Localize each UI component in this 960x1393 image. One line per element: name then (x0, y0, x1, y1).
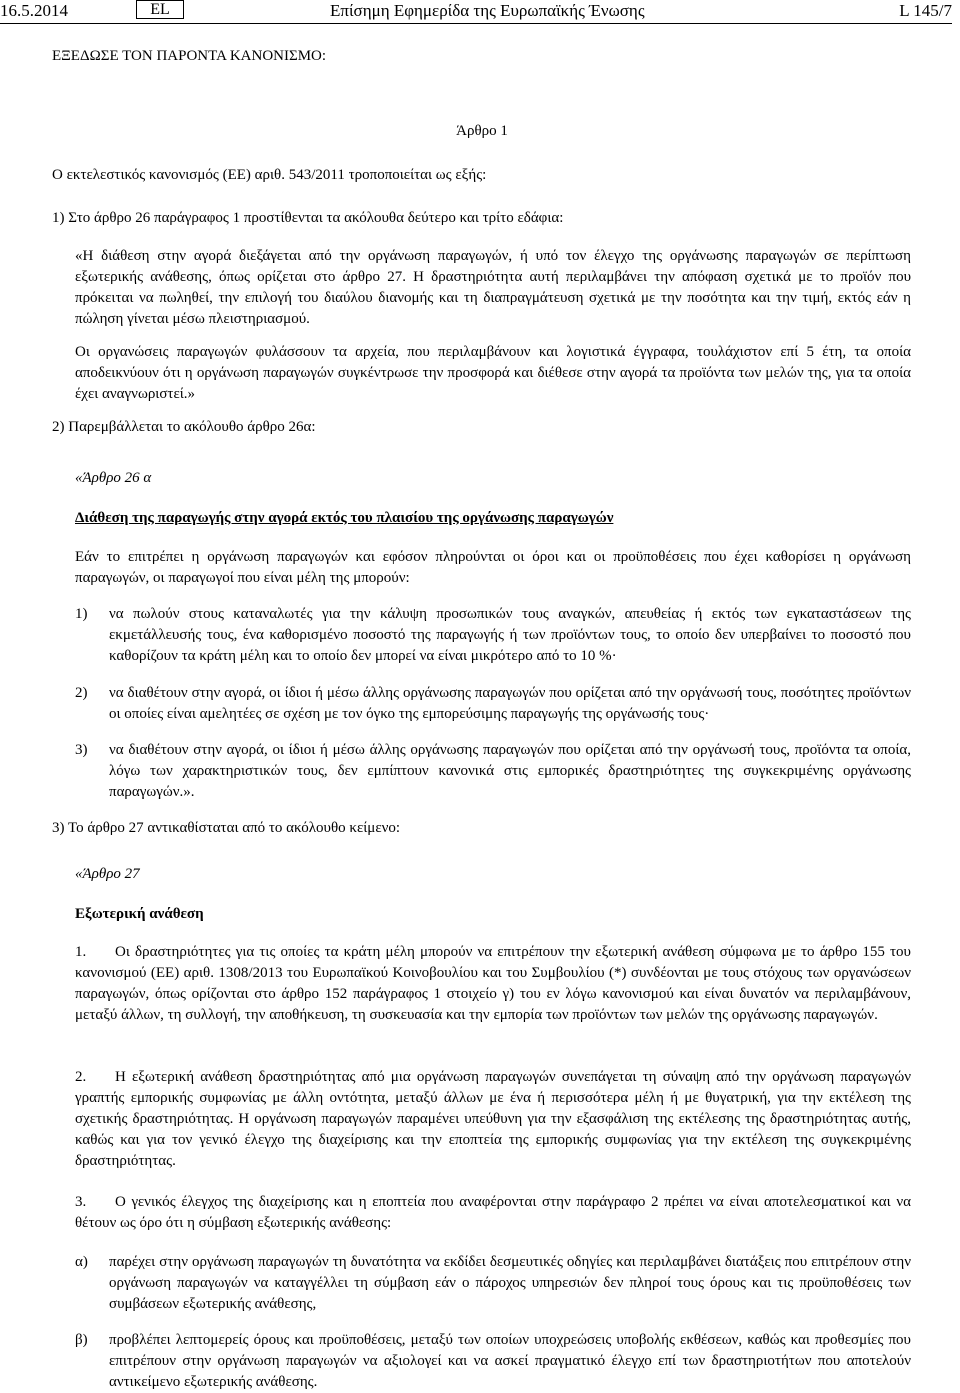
article-26a-item-1 (75, 604, 911, 667)
item-number: α) (75, 1254, 88, 1270)
language-badge: EL (136, 0, 184, 19)
item-number: β) (75, 1332, 88, 1348)
amendment-3: 3) Το άρθρο 27 αντικαθίσταται από το ακόλουθο κείμενο: (52, 820, 401, 836)
publication-date: 16.5.2014 (0, 1, 68, 20)
article-1-title: Άρθρο 1 (456, 123, 508, 139)
article-27-paragraph-2 (75, 1067, 911, 1172)
paragraph-number: 3. (75, 1194, 87, 1210)
item-number: 3) (75, 742, 88, 758)
item-text: να διαθέτουν στην αγορά, οι ίδιοι ή μέσω άλλης οργάνωσης παραγωγών που ορίζεται από την οργάνωσή τους, προϊόντα τα οποία, λόγω των χαρακτηριστικών τους, δεν εμπίπτουν κανονικά στις εμπορικές δραστηριότητες της συγκεκριμένης οργάνωσης παραγωγών.». (109, 742, 911, 800)
item-number: 1) (75, 606, 88, 622)
article-26a-intro: Εάν το επιτρέπει η οργάνωση παραγωγών και εφόσον πληρούνται οι όροι και οι προϋποθέσεις που έχει καθορίσει η οργάνωση παραγωγών, οι παραγωγοί που είναι μέλη της μπορούν: (75, 549, 911, 586)
article-27-item-a (75, 1252, 911, 1315)
item-text: παρέχει στην οργάνωση παραγωγών τη δυνατότητα να εκδίδει δεσμευτικές οδηγίες και περιλαμβάνει διατάξεις που επιτρέπουν στην οργάνωση παραγωγών να καταγγέλλει τη σύμβαση εάν ο πάροχος υπηρεσιών δεν πληροί τους όρους και τις προϋποθέσεις των συμβάσεων εξωτερικής ανάθεσης, (109, 1254, 911, 1312)
article-26a-heading: Διάθεση της παραγωγής στην αγορά εκτός του πλαισίου της οργάνωσης παραγωγών (75, 510, 614, 526)
article-27-heading: Εξωτερική ανάθεση (75, 906, 204, 922)
journal-header (0, 0, 960, 26)
article-intro: Ο εκτελεστικός κανονισμός (ΕΕ) αριθ. 543/2011 τροποποιείται ως εξής: (52, 167, 487, 183)
item-number: 2) (75, 685, 88, 701)
paragraph-text: Ο γενικός έλεγχος της διαχείρισης και η εποπτεία που αναφέρονται στην παράγραφο 2 πρέπει να είναι αποτελεσματικοί και να θέτουν ως όρο ότι η σύμβαση εξωτερικής ανάθεσης: (75, 1194, 911, 1231)
header-rule (0, 23, 952, 24)
article-26a-item-3 (75, 740, 911, 803)
article-26a-item-2 (75, 683, 911, 725)
amendment-1-quote-para-2: Οι οργανώσεις παραγωγών φυλάσσουν τα αρχεία, που περιλαμβάνουν και λογιστικά έγγραφα, τουλάχιστον επί 5 έτη, τα οποία αποδεικνύουν ότι η οργάνωση παραγωγών συγκέντρωσε την προσφορά και διέθεσε στην αγορά τα προϊόντα των μελών της, για τα οποία έχει αναγνωριστεί.» (75, 344, 911, 402)
adopted-statement: ΕΞΕΔΩΣΕ ΤΟΝ ΠΑΡΟΝΤΑ ΚΑΝΟΝΙΣΜΟ: (52, 48, 327, 64)
amendment-1: 1) Στο άρθρο 26 παράγραφος 1 προστίθενται τα ακόλουθα δεύτερο και τρίτο εδάφια: (52, 210, 564, 226)
paragraph-text: Η εξωτερική ανάθεση δραστηριότητας από μια οργάνωση παραγωγών συνεπάγεται τη σύναψη από την οργάνωση παραγωγών γραπτής εμπορικής συμφωνίας με άλλη οντότητα, μεταξύ άλλων με ένα ή περισσότερα μέλη ή με θυγατρική, για την εκτέλεση της σχετικής δραστηριότητας. Η οργάνωση παραγωγών παραμένει υπεύθυνη για την εξασφάλιση της εκτέλεσης της δραστηριότητας αυτής, καθώς και για τον γενικό έλεγχο της διαχείρισης και την εποπτεία της εμπορικής συμφωνίας για την εκτέλεση της συγκεκριμένης δραστηριότητας. (75, 1069, 911, 1169)
paragraph-number: 2. (75, 1069, 87, 1085)
article-27-paragraph-3 (75, 1192, 911, 1234)
paragraph-text: Οι δραστηριότητες για τις οποίες τα κράτη μέλη μπορούν να επιτρέπουν την εξωτερική ανάθεση σύμφωνα με το άρθρο 155 του κανονισμού (ΕΕ) αριθ. 1308/2013 του Ευρωπαϊκού Κοινοβουλίου και του Συμβουλίου (*) συνδέονται με τους στόχους των οργανώσεων παραγωγών, όπως ορίζονται στο άρθρο 152 παράγραφος 1 στοιχείο γ) του εν λόγω κανονισμού και είναι δυνατόν να περιλαμβάνουν, μεταξύ άλλων, τη συλλογή, την αποθήκευση, τη συσκευασία και την εμπορία των προϊόντων των μελών της οργάνωσης παραγωγών. (75, 944, 911, 1023)
amendment-2: 2) Παρεμβάλλεται το ακόλουθο άρθρο 26α: (52, 419, 316, 435)
article-27-item-b (75, 1330, 911, 1393)
article-27-paragraph-1 (75, 942, 911, 1026)
page-reference: L 145/7 (899, 1, 952, 20)
article-27-title: «Άρθρο 27 (75, 866, 140, 882)
journal-title: Επίσημη Εφημερίδα της Ευρωπαϊκής Ένωσης (330, 1, 645, 20)
item-text: να διαθέτουν στην αγορά, οι ίδιοι ή μέσω άλλης οργάνωσης παραγωγών που ορίζεται από την οργάνωσή τους, ποσότητες προϊόντων οι οποίες είναι αμελητέες σε σχέση με τον όγκο της εμπορεύσιμης παραγωγής της οργάνωσής τους· (109, 685, 911, 722)
amendment-1-quote-para-1: «Η διάθεση στην αγορά διεξάγεται από την οργάνωση παραγωγών, ή υπό τον έλεγχο της οργάνωσης παραγωγών σε περίπτωση εξωτερικής ανάθεσης, όπως ορίζεται στο άρθρο 27. Η δραστηριότητα αυτή περιλαμβάνει την απόφαση σχετικά με το προϊόν που πρόκειται να πωληθεί, την επιλογή του διαύλου διανομής και τη διαπραγμάτευση σχετικά με την ποσότητα και την τιμή, εκτός εάν η πώληση γίνεται μέσω πλειστηριασμού. (75, 248, 911, 327)
item-text: να πωλούν στους καταναλωτές για την κάλυψη προσωπικών τους αναγκών, απευθείας ή εκτός των εγκαταστάσεων της εκμετάλλευσής τους, ένα καθορισμένο ποσοστό της παραγωγής ή των προϊόντων τους, το οποίο δεν υπερβαίνει το ποσοστό που καθορίζουν τα κράτη μέλη και το οποίο δεν μπορεί να είναι μικρότερο από το 10 %· (109, 606, 911, 664)
item-text: προβλέπει λεπτομερείς όρους και προϋποθέσεις, μεταξύ των οποίων υποχρεώσεις υποβολής εκθέσεων, καθώς και προθεσμίες που επιτρέπουν στην οργάνωση παραγωγών να αξιολογεί και να ασκεί πραγματικό έλεγχο επί των δραστηριοτήτων που αποτελούν αντικείμενο εξωτερικής ανάθεσης. (109, 1332, 911, 1390)
paragraph-number: 1. (75, 944, 87, 960)
article-26a-title: «Άρθρο 26 α (75, 470, 152, 486)
